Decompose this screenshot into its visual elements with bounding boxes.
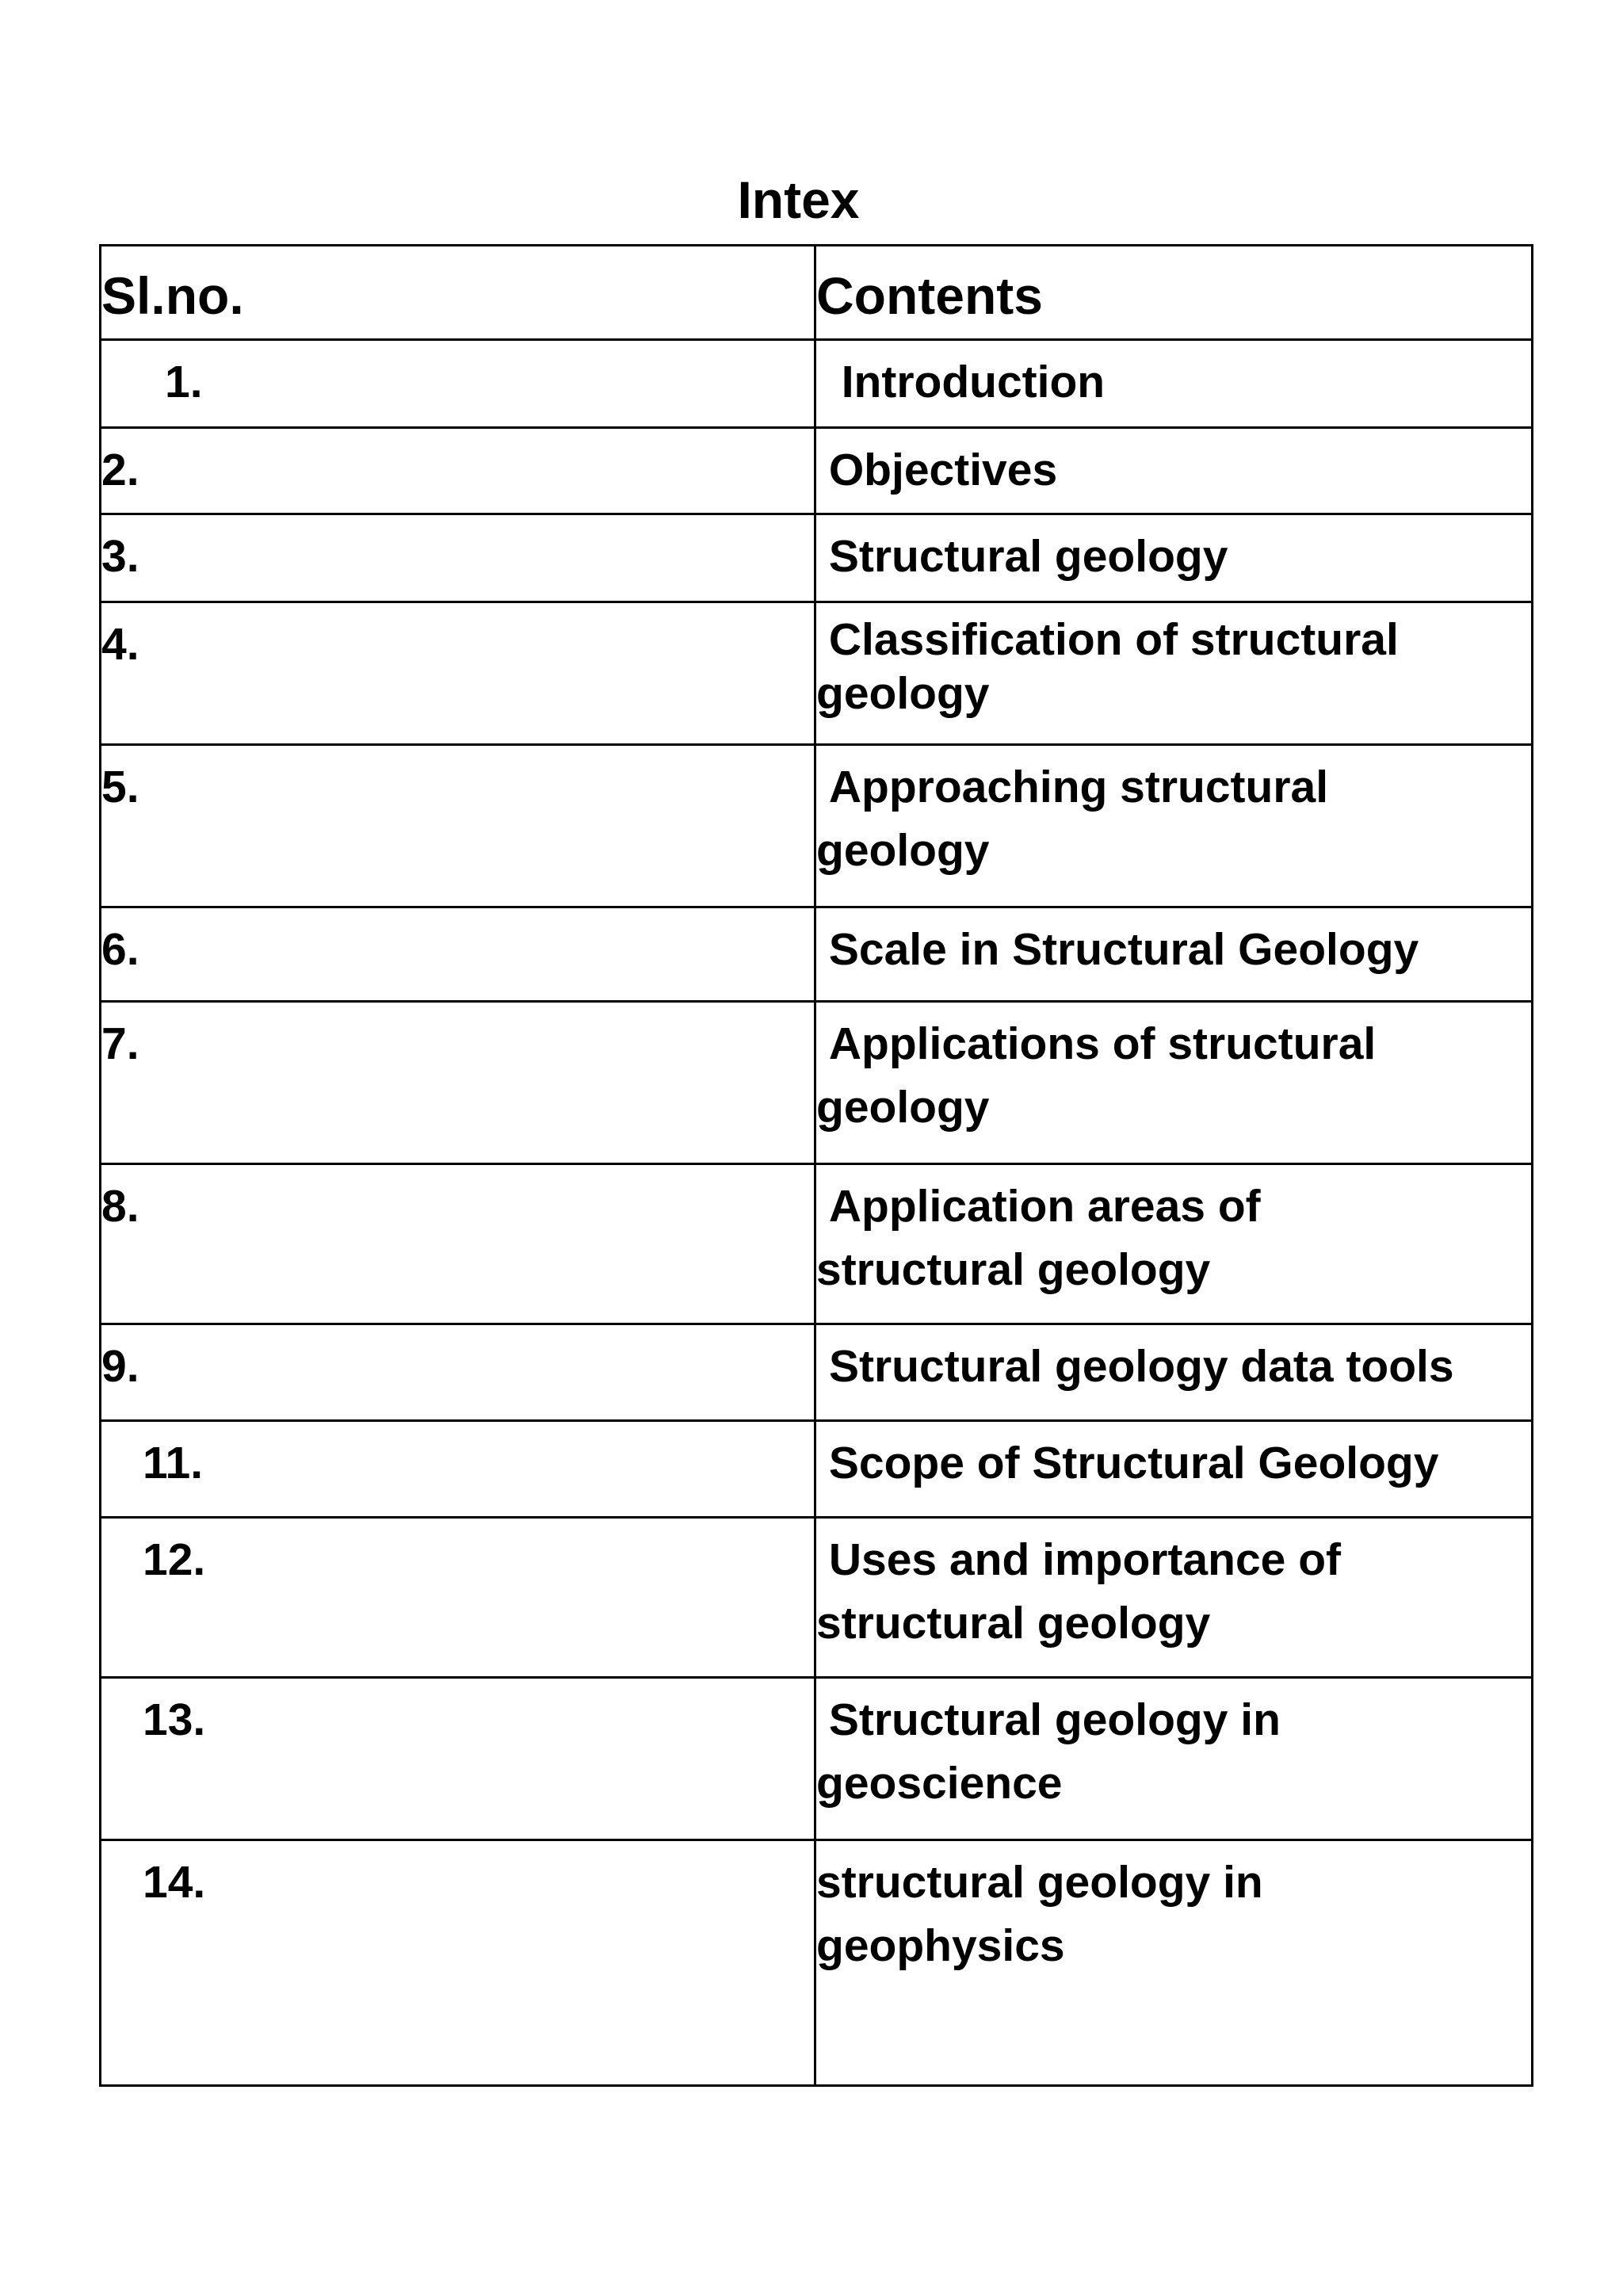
row-number: 11. (101, 1421, 815, 1518)
table-row (101, 745, 1533, 907)
row-number: 12. (101, 1518, 815, 1678)
table-row (101, 1421, 1533, 1518)
row-number: 8. (101, 1164, 815, 1324)
row-content: Objectives (815, 428, 1533, 514)
row-content: Classification of structural geology (815, 602, 1533, 745)
row-number: 7. (101, 1002, 815, 1164)
row-number: 9. (101, 1324, 815, 1421)
table-header-row (101, 246, 1533, 340)
row-content: Scope of Structural Geology (815, 1421, 1533, 1518)
row-number: 6. (101, 907, 815, 1002)
document-title: Intex (737, 170, 860, 229)
table-row (101, 907, 1533, 1002)
table-row (101, 1164, 1533, 1324)
row-content: Applications of structural geology (815, 1002, 1533, 1164)
table-row (101, 340, 1533, 428)
table-row (101, 428, 1533, 514)
header-sl-no: Sl.no. (101, 246, 815, 340)
row-content: Approaching structural geology (815, 745, 1533, 907)
row-content: structural geology in geophysics (815, 1840, 1533, 2086)
row-number: 1. (101, 340, 815, 428)
row-content: Application areas of structural geology (815, 1164, 1533, 1324)
table-row (101, 602, 1533, 745)
row-number: 5. (101, 745, 815, 907)
table-row (101, 1002, 1533, 1164)
header-contents: Contents (815, 246, 1533, 340)
row-content: Introduction (815, 340, 1533, 428)
row-content: Uses and importance of structural geology (815, 1518, 1533, 1678)
row-number: 13. (101, 1678, 815, 1840)
table-row (101, 1840, 1533, 2086)
row-number: 3. (101, 514, 815, 602)
row-number: 14. (101, 1840, 815, 2086)
table-row (101, 1518, 1533, 1678)
row-content: Scale in Structural Geology (815, 907, 1533, 1002)
row-number: 4. (101, 602, 815, 745)
table-row (101, 1678, 1533, 1840)
table-row (101, 1324, 1533, 1421)
row-number: 2. (101, 428, 815, 514)
row-content: Structural geology (815, 514, 1533, 602)
table-row (101, 514, 1533, 602)
row-content: Structural geology data tools (815, 1324, 1533, 1421)
contents-table (99, 244, 1533, 2087)
row-content: Structural geology in geoscience (815, 1678, 1533, 1840)
